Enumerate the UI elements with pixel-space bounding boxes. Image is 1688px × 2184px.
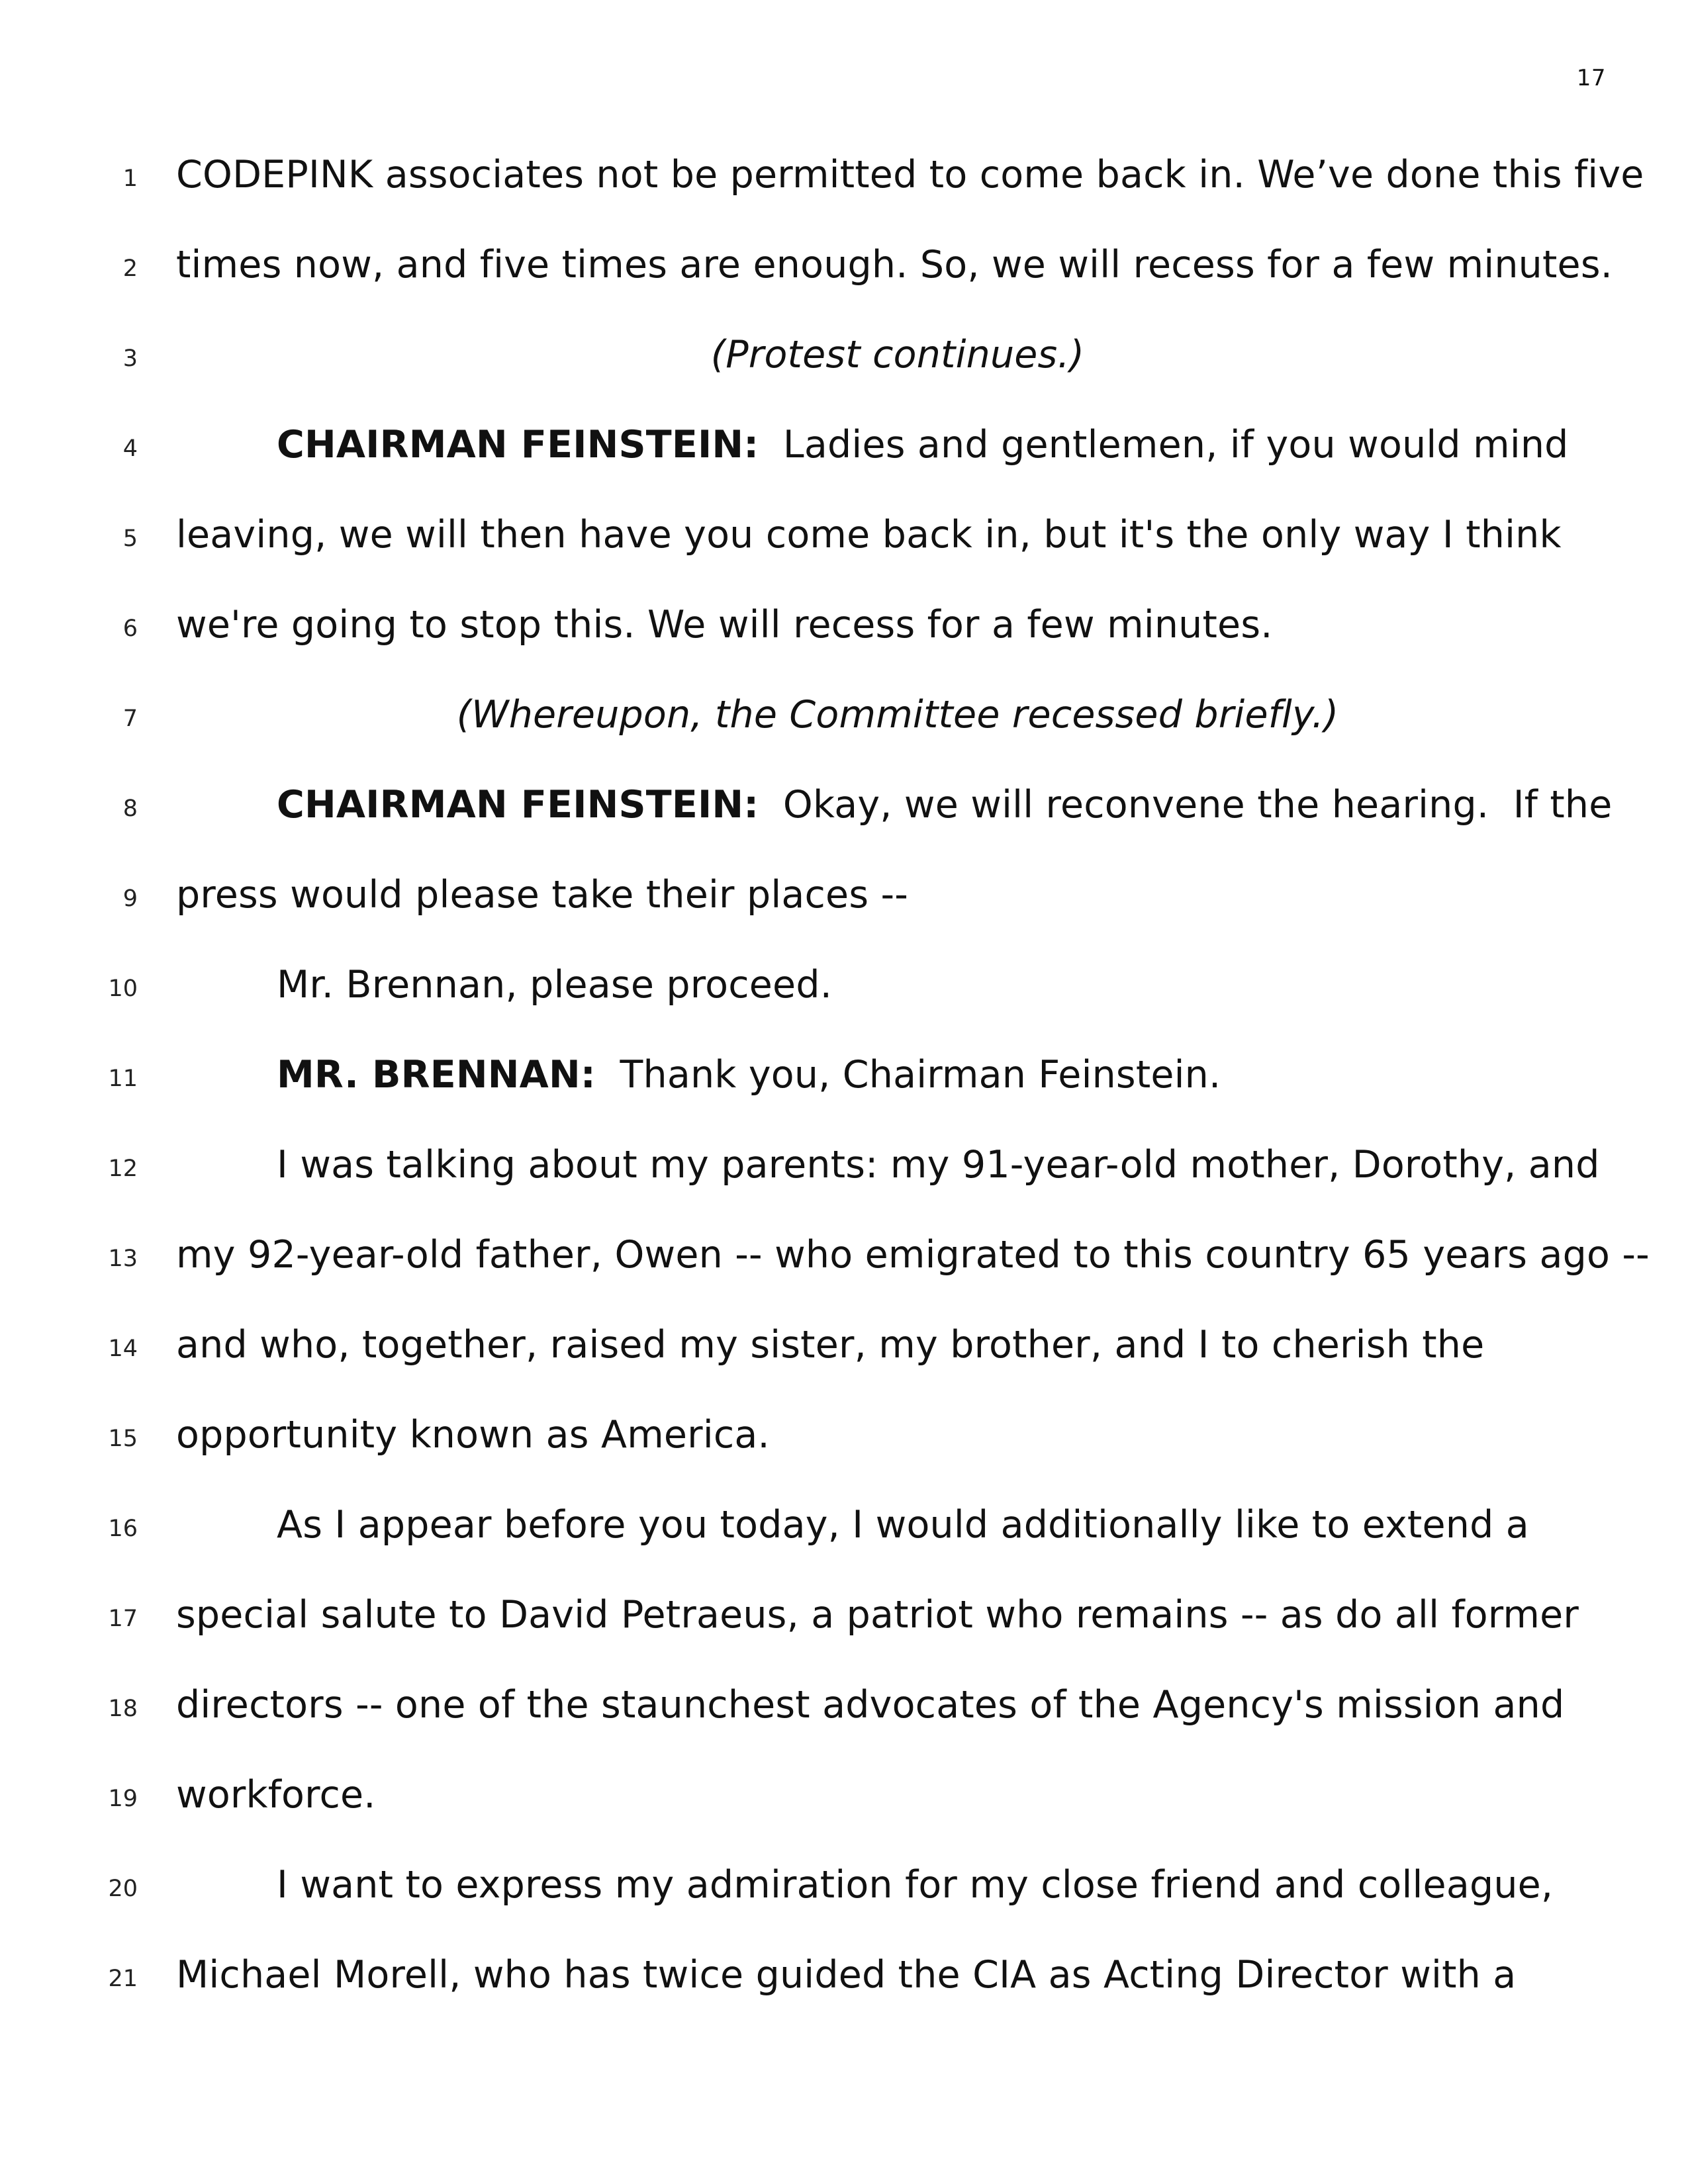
line-text: times now, and five times are enough. So, we will recess for a few minutes. bbox=[176, 243, 1613, 287]
line-text: opportunity known as America. bbox=[176, 1413, 770, 1457]
transcript-line bbox=[0, 949, 1688, 1039]
line-number: 2 bbox=[122, 255, 138, 282]
transcript-line bbox=[0, 1219, 1688, 1309]
line-number: 9 bbox=[122, 886, 138, 912]
line-text: As I appear before you today, I would additionally like to extend a bbox=[277, 1503, 1529, 1547]
line-text: and who, together, raised my sister, my brother, and I to cherish the bbox=[176, 1323, 1485, 1367]
line-number: 17 bbox=[108, 1606, 138, 1632]
line-text: Michael Morell, who has twice guided the CIA as Acting Director with a bbox=[176, 1953, 1517, 1997]
line-text: special salute to David Petraeus, a patriot who remains -- as do all former bbox=[176, 1593, 1579, 1637]
transcript-line bbox=[0, 1669, 1688, 1759]
line-number: 8 bbox=[122, 796, 138, 822]
line-number: 16 bbox=[108, 1516, 138, 1542]
transcript-line bbox=[0, 1579, 1688, 1669]
speaker-label: CHAIRMAN FEINSTEIN: bbox=[277, 423, 759, 467]
line-text bbox=[176, 778, 1619, 831]
line-number: 6 bbox=[122, 615, 138, 642]
transcript-line bbox=[0, 589, 1688, 679]
line-text: workforce. bbox=[176, 1773, 376, 1817]
transcript-line bbox=[0, 1039, 1688, 1129]
transcript-line bbox=[0, 1129, 1688, 1219]
speech-text: Thank you, Chairman Feinstein. bbox=[595, 1053, 1221, 1097]
line-text: leaving, we will then have you come back in, but it's the only way I think bbox=[176, 513, 1562, 557]
transcript-line bbox=[0, 229, 1688, 319]
transcript-line bbox=[0, 679, 1688, 769]
line-number: 12 bbox=[108, 1156, 138, 1182]
line-number: 15 bbox=[108, 1426, 138, 1452]
line-text: Mr. Brennan, please proceed. bbox=[277, 963, 833, 1007]
line-text: press would please take their places -- bbox=[176, 873, 909, 917]
speaker-label: MR. BRENNAN: bbox=[277, 1053, 596, 1097]
line-text: my 92-year-old father, Owen -- who emigrated to this country 65 years ago -- bbox=[176, 1233, 1650, 1277]
transcript-line bbox=[0, 1489, 1688, 1579]
transcript-line bbox=[0, 859, 1688, 949]
line-number: 18 bbox=[108, 1696, 138, 1722]
line-number: 19 bbox=[108, 1786, 138, 1812]
transcript-line bbox=[0, 499, 1688, 589]
line-number: 3 bbox=[122, 345, 138, 372]
line-text bbox=[176, 1048, 1619, 1101]
line-number: 5 bbox=[122, 525, 138, 552]
line-text bbox=[176, 418, 1619, 471]
stage-direction: (Whereupon, the Committee recessed briefly.) bbox=[456, 693, 1339, 737]
line-text: directors -- one of the staunchest advocates of the Agency's mission and bbox=[176, 1683, 1565, 1727]
line-number: 10 bbox=[108, 976, 138, 1002]
line-number: 4 bbox=[122, 435, 138, 462]
line-number: 21 bbox=[108, 1966, 138, 1992]
speaker-label: CHAIRMAN FEINSTEIN: bbox=[277, 783, 759, 827]
line-number: 11 bbox=[108, 1066, 138, 1092]
speech-text: Ladies and gentlemen, if you would mind bbox=[759, 423, 1569, 467]
transcript-line bbox=[0, 1399, 1688, 1489]
page-number: 17 bbox=[1576, 65, 1606, 91]
transcript-line bbox=[0, 1849, 1688, 1939]
line-text: CODEPINK associates not be permitted to come back in. We’ve done this five bbox=[176, 153, 1644, 197]
transcript-line bbox=[0, 1939, 1688, 2029]
line-text: I was talking about my parents: my 91-year-old mother, Dorothy, and bbox=[277, 1143, 1600, 1187]
line-text: we're going to stop this. We will recess for a few minutes. bbox=[176, 603, 1273, 647]
stage-direction: (Protest continues.) bbox=[710, 333, 1085, 377]
line-number: 20 bbox=[108, 1876, 138, 1902]
line-number: 14 bbox=[108, 1336, 138, 1362]
transcript-line bbox=[0, 1309, 1688, 1399]
line-number: 1 bbox=[122, 165, 138, 192]
line-number: 7 bbox=[122, 705, 138, 732]
transcript-line bbox=[0, 769, 1688, 859]
transcript-line bbox=[0, 1759, 1688, 1849]
line-number: 13 bbox=[108, 1246, 138, 1272]
speech-text: Okay, we will reconvene the hearing. If the bbox=[759, 783, 1613, 827]
transcript-line bbox=[0, 409, 1688, 499]
transcript-line bbox=[0, 319, 1688, 409]
transcript-line bbox=[0, 139, 1688, 229]
line-text: I want to express my admiration for my close friend and colleague, bbox=[277, 1863, 1554, 1907]
